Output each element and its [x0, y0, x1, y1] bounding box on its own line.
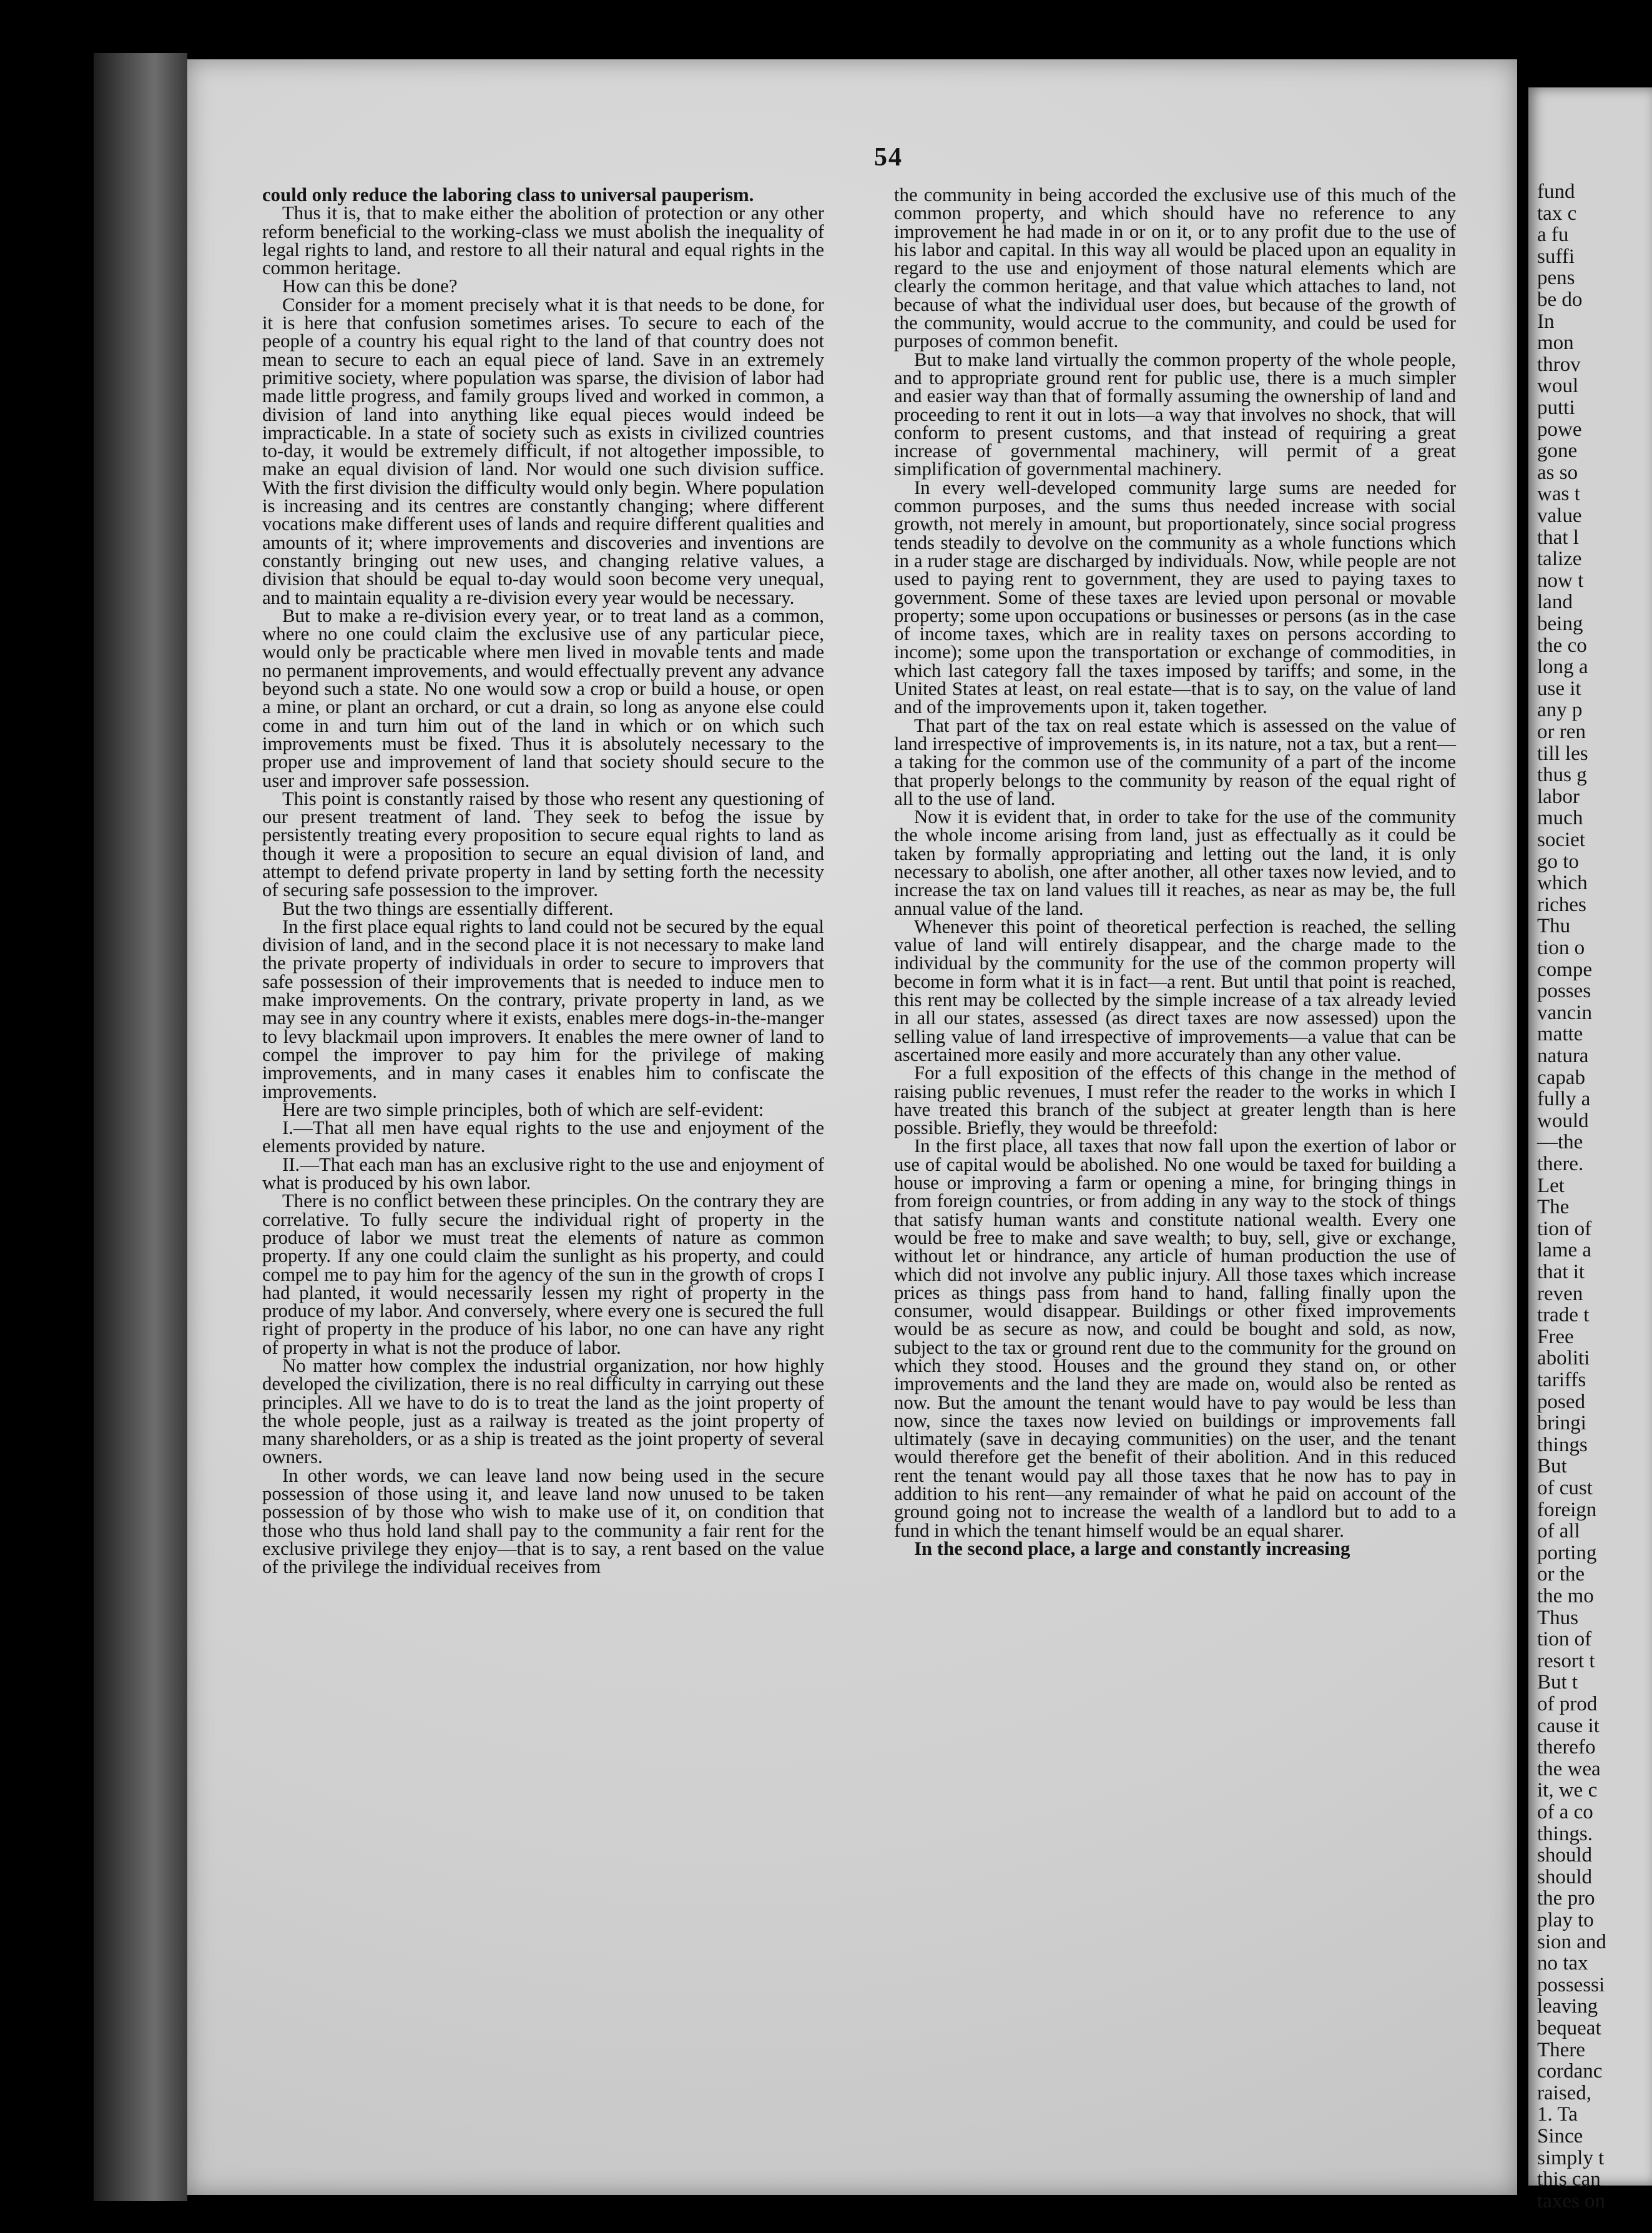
page-fragment-line: throv	[1537, 353, 1581, 376]
page-fragment-line: much	[1537, 807, 1583, 830]
paragraph: In the second place, a large and constantly increasing	[914, 1537, 1350, 1559]
page-fragment-line: Let	[1537, 1174, 1565, 1197]
paragraph: In the first place, all taxes that now fall upon the exertion of labor or use of capital would be abolished. No one would be taxed for building a house or improving a farm or opening a mine, for bringing things in from foreign countries, or from adding in any way to the stock of things that satisfy human wants and constitute national wealth. Every one would be free to make and save wealth; to buy, sell, give or exchange, without let or hindrance, any article of human production the use of which did not involve any public injury. All those taxes which increase prices as things pass from hand to hand, falling finally upon the consumer, would disappear. Buildings or other fixed improvements would be as secure as now, and could be bought and sold, as now, subject to the tax or ground rent due to the community for the ground on which they stood. Houses and the ground they stand on, or other improvements and the land they are made on, would also be rented as now. But the amount the tenant would have to pay would be less than now, since the taxes now levied on buildings or improvements fall ultimately (save in decaying communities) on the user, and the tenant would therefore get the benefit of their abolition. And in this reduced rent the tenant would pay all those taxes that he now has to pay in addition to his rent—any remainder of what he paid on account of the ground going not to increase the wealth of a landlord but to add to a fund in which the tenant himself would be an equal sharer.	[894, 1135, 1456, 1541]
page-fragment-line: leaving	[1537, 1995, 1598, 2018]
paragraph: There is no conflict between these principles. On the contrary they are correlative. To fully secure the individual right of property in the produce of labor we must treat the elements of nature as common property. If any one could claim the sunlight as his property, and could compel me to pay him for the agency of the sun in the growth of crops I had planted, it would necessarily lessen my right of property in the produce of my labor. And conversely, where every one is secured the full right of property in the produce of his labor, no one can have any right of property in what is not the produce of labor.	[262, 1190, 824, 1358]
page-fragment-line: things	[1537, 1433, 1588, 1456]
page-fragment-line: The	[1537, 1196, 1570, 1219]
page-fragment-line: putti	[1537, 397, 1575, 419]
right-text-column	[894, 186, 1456, 2047]
page-fragment-line: play to	[1537, 1909, 1594, 1931]
page-fragment-line: or the	[1537, 1563, 1585, 1586]
paragraph: How can this be done?	[282, 275, 458, 297]
paragraph: In other words, we can leave land now being used in the secure possession of those using it, and leave land now unused to be taken possession of by those who wish to make use of it, on condition that those who thus hold land shall pay to the community a fair rent for the exclusive privilege they enjoy—that is to say, a rent based on the value of the privilege the individual receives from	[262, 1464, 824, 1578]
page-fragment-line: bequeat	[1537, 2017, 1601, 2039]
page-fragment-line: societ	[1537, 829, 1585, 851]
page-fragment-line: There	[1537, 2038, 1585, 2061]
page-fragment-line: powe	[1537, 418, 1582, 441]
page-fragment-line: being	[1537, 613, 1583, 635]
paragraph: But to make land virtually the common property of the whole people, and to appropriate ground rent for public use, there is a much simpler and easier way than that of formally assuming the ownership of land and proceeding to rent it out in lots—a way that involves no shock, that will conform to present customs, and that instead of requiring a great increase of governmental machinery, will permit of a great simplification of governmental machinery.	[894, 348, 1456, 480]
page-fragment-line: bringi	[1537, 1412, 1586, 1435]
page-fragment-line: woul	[1537, 375, 1578, 398]
paragraph: But to make a re-division every year, or to treat land as a common, where no one could claim the exclusive use of any particular piece, would only be practicable where men lived in movable tents and made no permanent improvements, and would effectually prevent any advance beyond such a state. No one would sow a crop or build a house, or open a mine, or plant an orchard, or cut a drain, so long as anyone else could come in and turn him out of the land in which or on which such improvements must be fixed. Thus it is absolutely necessary to the proper use and improvement of land that society should secure to the user and improver safe possession.	[262, 604, 824, 791]
paragraph: Now it is evident that, in order to take for the use of the community the whole income arising from land, just as effectually as it could be taken by formally appropriating and letting out the land, it is only necessary to abolish, one after another, all other taxes now levied, and to increase the tax on land values till it reaches, as near as may be, the full annual value of the land.	[894, 806, 1456, 919]
page-fragment-line: therefo	[1537, 1736, 1596, 1759]
page-fragment-line: this can	[1537, 2168, 1601, 2191]
paragraph: This point is constantly raised by those who resent any questioning of our present treatment of land. They seek to befog the issue by persistently treating every proposition to secure equal rights to land as though it were a proposition to secure an equal division of land, and attempt to defend private property in land by setting forth the necessity of securing safe possession to the improver.	[262, 787, 824, 901]
paragraph: I.—That all men have equal rights to the use and enjoyment of the elements provided by nature.	[262, 1117, 824, 1157]
page-fragment-line: labor	[1537, 785, 1580, 808]
page-fragment-line: till les	[1537, 742, 1588, 765]
page-fragment-line: aboliti	[1537, 1347, 1590, 1370]
paragraph: the community in being accorded the exclusive use of this much of the common property, and which should have no reference to any improvement he had made in or on it, or to any profit due to the use of his labor and capital. In this way all would be placed upon an equality in regard to the use and enjoyment of those natural elements which are clearly the common heritage, and that value which attaches to land, not because of what the individual user does, but because of the growth of the community, would accrue to the community, and could be used for purposes of common benefit.	[894, 184, 1456, 352]
paragraph: That part of the tax on real estate which is assessed on the value of land irrespective of improvements is, in its nature, not a tax, but a rent—a taking for the common use of the community of a part of the income that properly belongs to the community by reason of the equal right of all to the use of land.	[894, 714, 1456, 809]
page-fragment-line: lame a	[1537, 1239, 1592, 1262]
page-fragment-line: raised,	[1537, 2081, 1592, 2104]
page-fragment-line: or ren	[1537, 721, 1586, 743]
paragraph: Here are two simple principles, both of which are self-evident:	[282, 1098, 764, 1120]
page-fragment-line: mon	[1537, 332, 1574, 355]
page-fragment-line: fund	[1537, 180, 1575, 203]
page-fragment-line: posses	[1537, 980, 1591, 1003]
page-fragment-line: the co	[1537, 634, 1587, 657]
page-fragment-line: cordanc	[1537, 2060, 1603, 2083]
paragraph: Consider for a moment precisely what it is that needs to be done, for it is here that confusion sometimes arises. To secure to each of the people of a country his equal right to the land of that country does not mean to secure to each an equal piece of land. Save in an extremely primitive society, where population was sparse, the division of labor had made little progress, and family groups lived and worked in common, a division of land into anything like equal pieces would indeed be impracticable. In a state of society such as exists in civilized countries to-day, it would be extremely difficult, if not altogether impossible, to make an equal division of land. Nor would one such division suffice. With the first division the difficulty would only begin. Where population is increasing and its centres are constantly changing; where different vocations make different uses of lands and require different qualities and amounts of it; where improvements and discoveries and inventions are constantly bringing out new uses, and changing relative values, a division that should be equal to-day would soon become very unequal, and to maintain equality a re-division every year would be necessary.	[262, 293, 824, 608]
page-fragment-line: Thus	[1537, 1606, 1578, 1629]
paragraph: In every well-developed community large sums are needed for common purposes, and the sums thus needed increase with social growth, not merely in amount, but proportionately, since social progress tends steadily to devolve on the community as a whole functions which in a ruder stage are discharged by individuals. Now, while people are not used to paying rent to government, they are used to paying taxes to government. Some of these taxes are levied upon personal or movable property; some upon occupations or businesses or persons (as in the case of income taxes, which are in reality taxes on persons according to income); some upon the transportation or exchange of commodities, in which last category fall the taxes imposed by tariffs; and some, in the United States at least, on real estate—that is to say, on the value of land and of the improvements upon it, taken together.	[894, 476, 1456, 718]
page-fragment-line: as so	[1537, 461, 1578, 484]
page-fragment-line: the mo	[1537, 1585, 1594, 1607]
page-fragment-line: that l	[1537, 526, 1579, 549]
page-fragment-line: it, we c	[1537, 1779, 1598, 1802]
page-number: 54	[874, 143, 903, 172]
page-fragment-line: of cust	[1537, 1477, 1593, 1499]
page-fragment-line: a fu	[1537, 224, 1569, 247]
page-fragment-line: tion o	[1537, 937, 1585, 959]
page-fragment-line: suffi	[1537, 245, 1575, 268]
page-fragment-line: would	[1537, 1109, 1589, 1132]
adjacent-page-fragment	[1528, 87, 1652, 2212]
page-fragment-line: simply t	[1537, 2146, 1605, 2169]
paragraph: could only reduce the laboring class to universal pauperism.	[262, 184, 754, 205]
page-fragment-line: 1. Ta	[1537, 2103, 1578, 2126]
page-fragment-line: reven	[1537, 1282, 1583, 1305]
page-fragment-line: tion of	[1537, 1628, 1592, 1651]
paragraph: Thus it is, that to make either the abolition of protection or any other reform beneficial to the working-class we must abolish the inequality of legal rights to land, and restore to all their natural and equal rights in the common heritage.	[262, 202, 824, 279]
page-fragment-line: should	[1537, 1865, 1593, 1888]
page-fragment-line: pens	[1537, 267, 1575, 290]
page-fragment-line: of prod	[1537, 1693, 1598, 1715]
page-fragment-line: gone	[1537, 440, 1578, 463]
page-fragment-line: value	[1537, 505, 1582, 527]
page-fragment-line: no tax	[1537, 1952, 1588, 1975]
paragraph: For a full exposition of the effects of this change in the method of raising public revenues, I must refer the reader to the works in which I have treated this branch of the subject at greater length than is here possible. Briefly, they would be threefold:	[894, 1062, 1456, 1139]
page-fragment-line: porting	[1537, 1541, 1597, 1564]
page-fragment-line: the wea	[1537, 1757, 1601, 1780]
page-fragment-line: thus g	[1537, 764, 1587, 787]
page-fragment-line: talize	[1537, 548, 1582, 571]
page-fragment-line: posed	[1537, 1390, 1585, 1413]
page-fragment-line: was t	[1537, 483, 1580, 506]
paragraph: But the two things are essentially different.	[282, 897, 614, 919]
page-fragment-line: In	[1537, 310, 1555, 333]
page-fragment-line: sion and	[1537, 1930, 1606, 1953]
page-fragment-line: natura	[1537, 1045, 1589, 1067]
page-fragment-line: the pro	[1537, 1887, 1595, 1910]
page-fragment-line: of all	[1537, 1520, 1580, 1543]
page-fragment-line: resort t	[1537, 1649, 1595, 1672]
book-binding-edge	[94, 53, 187, 2201]
page-fragment-line: there.	[1537, 1153, 1584, 1175]
page-fragment-line: of a co	[1537, 1801, 1593, 1823]
page-fragment-line: But	[1537, 1455, 1567, 1478]
paragraph: Whenever this point of theoretical perfection is reached, the selling value of land will entirely disappear, and the charge made to the individual by the community for the use of the common property will become in form what it is in fact—a rent. But until that point is reached, this rent may be collected by the simple increase of a tax already levied in all our states, assessed (as direct taxes are now assessed) upon the selling value of land irrespective of improvements—a value that can be ascertained more easily and more accurately than any other value.	[894, 915, 1456, 1065]
page-fragment-line: Since	[1537, 2125, 1583, 2147]
page-fragment-line: compe	[1537, 958, 1592, 981]
page-fragment-line: matte	[1537, 1023, 1583, 1046]
page-fragment-line: vancin	[1537, 1001, 1592, 1024]
page-fragment-line: that it	[1537, 1261, 1585, 1283]
page-fragment-line: long a	[1537, 656, 1588, 679]
page-fragment-line: possessi	[1537, 1973, 1605, 1996]
page-fragment-line: Free	[1537, 1325, 1574, 1348]
page-fragment-line: trade t	[1537, 1304, 1590, 1327]
page-fragment-line: tion of	[1537, 1217, 1592, 1240]
page-fragment-line: capab	[1537, 1066, 1585, 1089]
page-fragment-line: cause it	[1537, 1714, 1600, 1737]
left-text-column	[262, 186, 824, 2047]
page-fragment-line: fully a	[1537, 1088, 1591, 1111]
page-fragment-line: But t	[1537, 1671, 1578, 1694]
page-fragment-line: use it	[1537, 677, 1581, 700]
page-fragment-line: Thu	[1537, 915, 1571, 938]
page-fragment-line: which	[1537, 872, 1588, 895]
page-fragment-line: any p	[1537, 699, 1583, 722]
page-fragment-line: foreign	[1537, 1498, 1597, 1521]
page-fragment-line: land	[1537, 591, 1573, 614]
page-fragment-line: tax c	[1537, 202, 1577, 225]
page-fragment-line: taxes on	[1537, 2189, 1606, 2212]
page-fragment-line: —the	[1537, 1131, 1583, 1154]
page-fragment-line: tariffs	[1537, 1369, 1586, 1391]
page-fragment-line: riches	[1537, 893, 1586, 916]
page-fragment-line: be do	[1537, 288, 1583, 311]
page-fragment-line: now t	[1537, 569, 1584, 592]
paragraph: In the first place equal rights to land could not be secured by the equal division of land, and in the second place it is not necessary to make land the private property of individuals in order to secure to improvers that safe possession of their improvements that is needed to induce men to make improvements. On the contrary, private property in land, as we may see in any country where it exists, enables mere dogs-in-the-manger to levy blackmail upon improvers. It enables the mere owner of land to compel the improver to pay him for the privilege of making improvements, and in many cases it enables him to confiscate the improvements.	[262, 915, 824, 1102]
page-fragment-line: things.	[1537, 1822, 1593, 1845]
page-fragment-line: go to	[1537, 850, 1579, 873]
paragraph: II.—That each man has an exclusive right to the use and enjoyment of what is produced by his own labor.	[262, 1153, 824, 1194]
page-fragment-line: should	[1537, 1844, 1593, 1867]
paragraph: No matter how complex the industrial organization, nor how highly developed the civilization, there is no real difficulty in carrying out these principles. All we have to do is to treat the land as the joint property of the whole people, just as a railway is treated as the joint property of many shareholders, or as a ship is treated as the joint property of several owners.	[262, 1355, 824, 1468]
